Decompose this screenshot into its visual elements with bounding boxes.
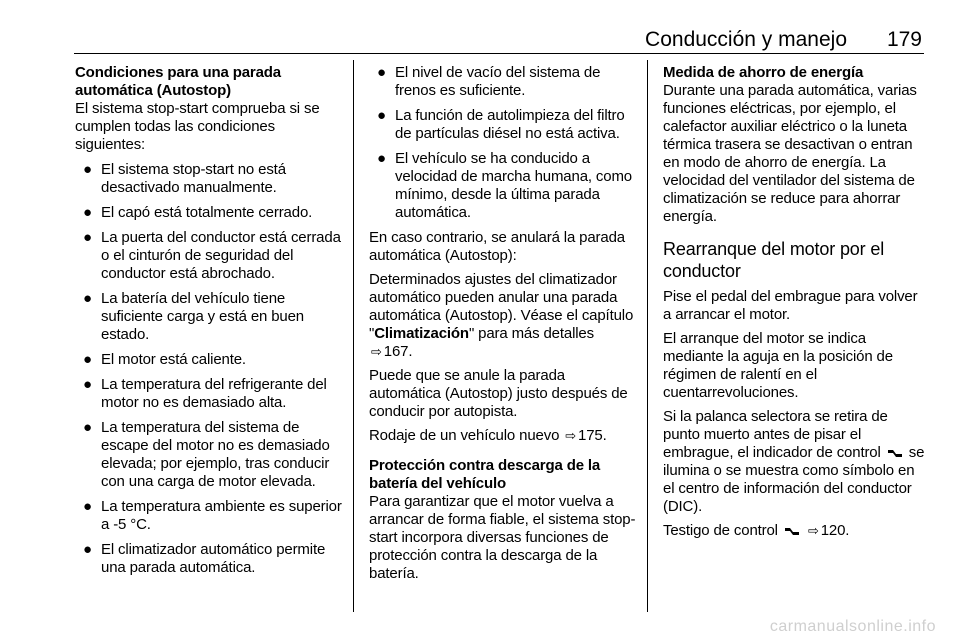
page-number: 179 [886, 28, 922, 51]
column-3 [663, 64, 927, 546]
list-item-text: El nivel de vacío del sistema de frenos es suficiente. [395, 64, 601, 99]
list-item-text: El motor está caliente. [101, 351, 246, 368]
climate-chapter-link[interactable]: Climatización [374, 325, 469, 342]
autostop-conditions-list [75, 161, 343, 577]
climate-text: Determinados ajustes del climatizador automático pueden anular una parada automática (Autostop). Véase el capítulo " [369, 271, 634, 342]
bullet-icon: ● [83, 290, 92, 307]
rodaje-paragraph [369, 427, 637, 445]
list-item [75, 541, 343, 577]
energy-saving-paragraph: Durante una parada automática, varias funciones eléctricas, por ejemplo, el calefactor auxiliar eléctrico o la luneta térmica trasera se desactivan o entran en modo de ahorro de energía. La velocidad del ventilador del sistema de climatización se reduce para ahorrar energía. [663, 82, 917, 225]
list-item [75, 498, 343, 534]
list-item [75, 229, 343, 283]
list-item-text: La batería del vehículo tiene suficiente carga y está en buen estado. [101, 290, 304, 343]
selector-lever-text-end: se ilumina o se muestra como símbolo en el centro de información del conductor (DIC). [663, 444, 925, 515]
control-lamp-paragraph [663, 522, 927, 540]
list-item [369, 150, 637, 222]
bullet-icon: ● [377, 64, 386, 81]
bullet-icon: ● [377, 150, 386, 167]
battery-protection-paragraph: Para garantizar que el motor vuelva a arrancar de forma fiable, el sistema stop-start incorpora diversas funciones de protección contra la descarga de la batería. [369, 493, 636, 582]
page-reference-link[interactable]: 175. [578, 427, 607, 444]
climate-paragraph [369, 271, 637, 361]
control-lamp-text: Testigo de control [663, 522, 778, 539]
bullet-icon: ● [377, 107, 386, 124]
list-item-text: El capó está totalmente cerrado. [101, 204, 313, 221]
list-item-text: La puerta del conductor está cerrada o el cinturón de seguridad del conductor está abrochado. [101, 229, 341, 282]
page-reference-arrow-icon: ⇨ [807, 523, 819, 538]
tachometer-paragraph: El arranque del motor se indica mediante la aguja en la posición de régimen de ralentí en el cuentarrevoluciones. [663, 330, 893, 401]
bullet-icon: ● [83, 541, 92, 558]
list-item-text: La temperatura ambiente es superior a -5 °C. [101, 498, 342, 533]
autostop-conditions-title: Condiciones para una parada automática (Autostop) [75, 64, 282, 99]
energy-saving-subhead: Medida de ahorro de energía [663, 64, 864, 81]
list-item [75, 376, 343, 412]
list-item [75, 161, 343, 197]
column-divider-2 [647, 60, 648, 612]
bullet-icon: ● [83, 419, 92, 436]
list-item [369, 107, 637, 143]
clutch-paragraph: Pise el pedal del embrague para volver a arrancar el motor. [663, 288, 918, 323]
list-item-text: La función de autolimpieza del filtro de partículas diésel no está activa. [395, 107, 625, 142]
list-item-text: El vehículo se ha conducido a velocidad de marcha humana, como mínimo, desde la última parada automática. [395, 150, 633, 221]
rodaje-text: Rodaje de un vehículo nuevo [369, 427, 560, 444]
bullet-icon: ● [83, 229, 92, 246]
bullet-icon: ● [83, 161, 92, 178]
column-divider-1 [353, 60, 354, 612]
column-2 [369, 64, 637, 589]
page-header-title: Conducción y manejo [645, 28, 847, 51]
header-rule [74, 53, 924, 54]
list-item-text: La temperatura del refrigerante del motor no es demasiado alta. [101, 376, 327, 411]
list-item-text: La temperatura del sistema de escape del motor no es demasiado elevada; por ejemplo, tras conducir con una carga de motor elevada. [101, 419, 330, 490]
autostop-indicator-icon [887, 448, 903, 458]
battery-protection-subhead: Protección contra descarga de la batería del vehículo [369, 457, 601, 492]
restart-section-heading: Rearranque del motor por el conductor [663, 239, 885, 281]
list-item-text: El sistema stop-start no está desactivado manualmente. [101, 161, 286, 196]
bullet-icon: ● [83, 376, 92, 393]
list-item-text: El climatizador automático permite una parada automática. [101, 541, 326, 576]
list-item [75, 204, 343, 222]
selector-lever-paragraph [663, 408, 927, 516]
list-item [75, 419, 343, 491]
autostop-indicator-icon [784, 526, 800, 536]
watermark: carmanualsonline.info [769, 618, 936, 635]
list-item [75, 351, 343, 369]
list-item [75, 290, 343, 344]
bullet-icon: ● [83, 204, 92, 221]
page-reference-arrow-icon: ⇨ [565, 428, 577, 443]
bullet-icon: ● [83, 351, 92, 368]
list-item [369, 64, 637, 100]
climate-text-end: " para más detalles [468, 325, 594, 342]
autopista-paragraph: Puede que se anule la parada automática (Autostop) justo después de conducir por autopista. [369, 367, 628, 420]
page-reference-arrow-icon: ⇨ [371, 344, 382, 359]
autostop-intro: El sistema stop-start comprueba si se cumplen todas las condiciones siguientes: [75, 100, 320, 153]
selector-lever-text: Si la palanca selectora se retira de punto muerto antes de pisar el embrague, el indicador de control [663, 408, 888, 461]
bullet-icon: ● [83, 498, 92, 515]
page-reference-link[interactable]: 120. [820, 522, 850, 539]
autostop-conditions-list-continued [369, 64, 637, 222]
autostop-cancel-paragraph: En caso contrario, se anulará la parada automática (Autostop): [369, 229, 625, 264]
column-1 [75, 64, 343, 584]
page-reference-link[interactable]: 167. [383, 343, 413, 360]
